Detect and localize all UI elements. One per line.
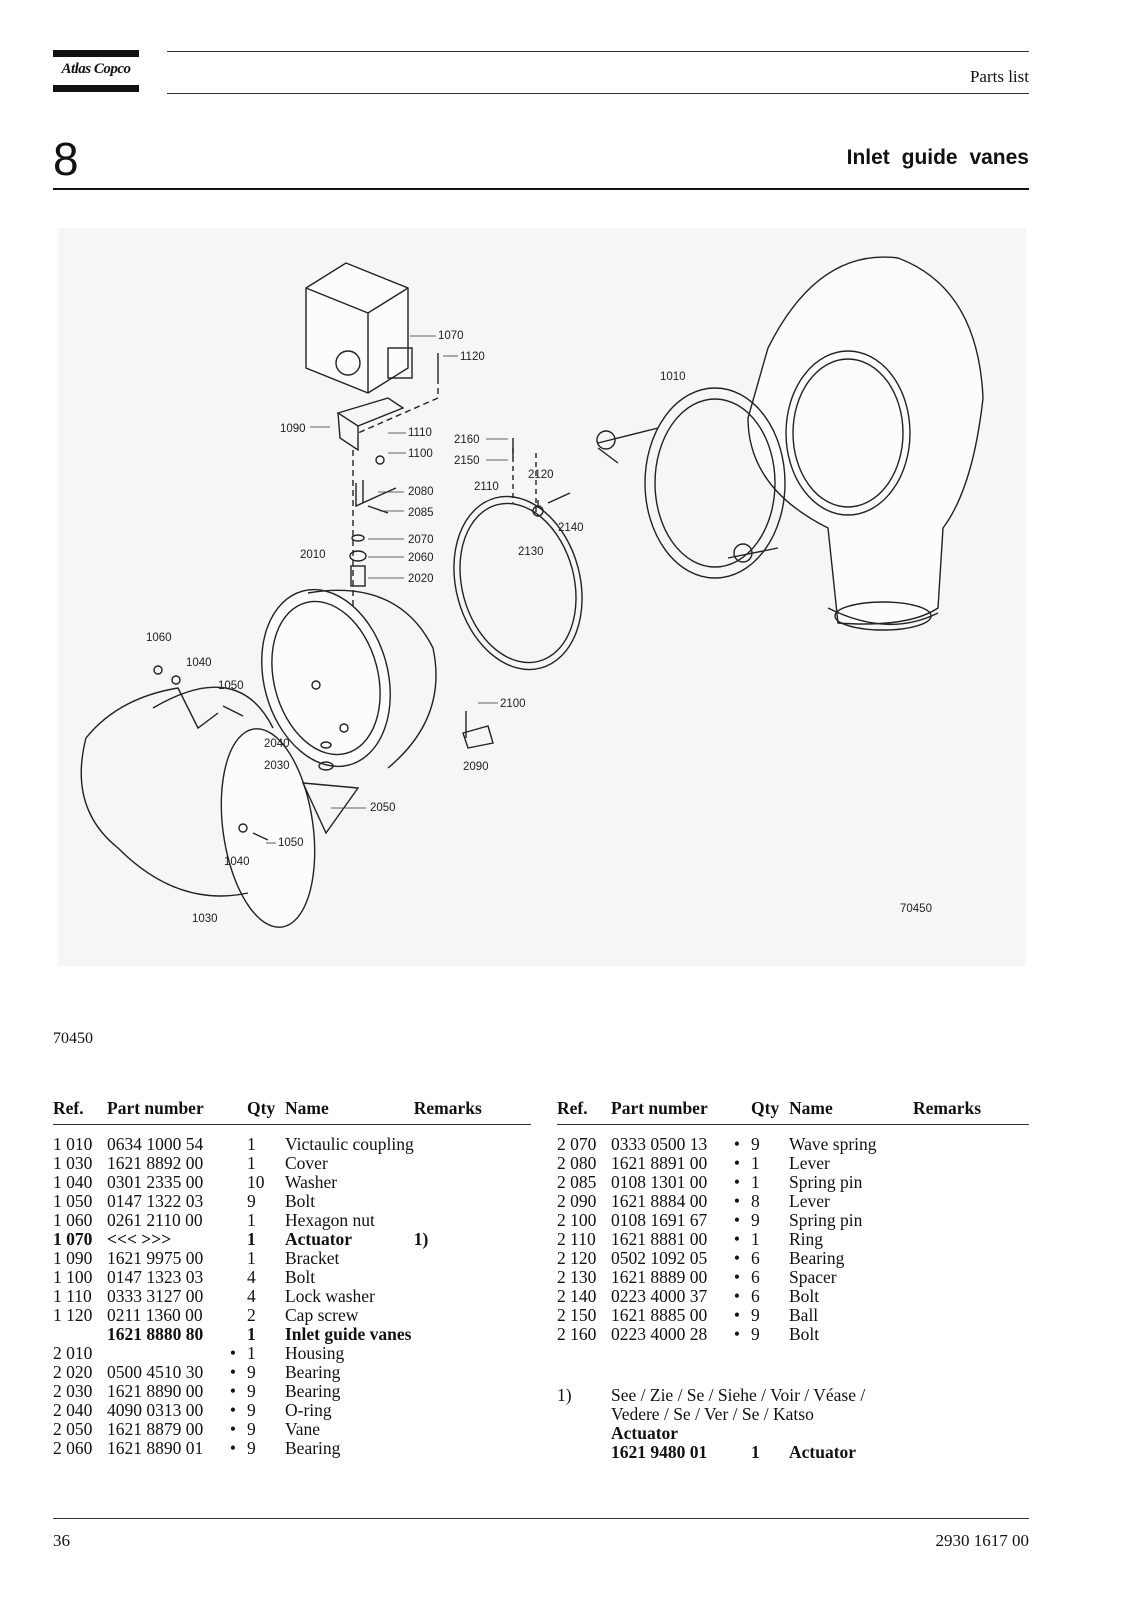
qty-cell: 9 xyxy=(247,1400,256,1420)
remarks-cell xyxy=(414,1420,531,1439)
table-row xyxy=(557,1192,1029,1211)
footnote-line-2: Vedere / Se / Ver / Se / Katso xyxy=(611,1404,814,1424)
part-number-cell: 0333 3127 00 xyxy=(107,1286,204,1306)
table-row xyxy=(53,1420,531,1439)
part-number-cell: 0223 4000 28 xyxy=(611,1324,708,1344)
callout-label: 2030 xyxy=(264,760,290,772)
name-cell: Washer xyxy=(285,1172,338,1192)
marker-cell: • xyxy=(733,1324,741,1344)
table-row xyxy=(53,1439,531,1458)
table-row xyxy=(557,1249,1029,1268)
part-number-cell: 0108 1691 67 xyxy=(611,1210,708,1230)
ref-cell: 2 060 xyxy=(53,1438,93,1458)
marker-cell: • xyxy=(229,1381,237,1401)
ref-cell: 1 010 xyxy=(53,1134,93,1154)
document-number: 2930 1617 00 xyxy=(935,1531,1029,1550)
figure-number: 70450 xyxy=(53,1030,93,1047)
part-number-cell: 0147 1323 03 xyxy=(107,1267,204,1287)
qty-cell: 9 xyxy=(247,1381,256,1401)
name-cell: Inlet guide vanes xyxy=(285,1324,412,1344)
part-number-cell: 0500 4510 30 xyxy=(107,1362,204,1382)
remarks-cell xyxy=(414,1192,531,1211)
qty-cell: 6 xyxy=(751,1286,760,1306)
ref-cell: 2 085 xyxy=(557,1172,597,1192)
qty-cell: 1 xyxy=(247,1153,256,1173)
ref-cell: 2 130 xyxy=(557,1267,597,1287)
marker-cell: • xyxy=(229,1343,237,1363)
section-rule xyxy=(53,188,1029,190)
callout-label: 1070 xyxy=(438,330,464,342)
qty-cell: 1 xyxy=(247,1343,256,1363)
table-row xyxy=(53,1306,531,1325)
qty-cell: 1 xyxy=(751,1172,760,1192)
ref-cell: 2 010 xyxy=(53,1343,93,1363)
qty-cell: 9 xyxy=(751,1210,760,1230)
ref-cell: 2 140 xyxy=(557,1286,597,1306)
ref-cell: 2 120 xyxy=(557,1248,597,1268)
callout-label: 1100 xyxy=(408,448,433,460)
qty-cell: 1 xyxy=(751,1229,760,1249)
ref-cell: 1 050 xyxy=(53,1191,93,1211)
remarks-cell xyxy=(913,1287,1029,1306)
part-number-cell: 0223 4000 37 xyxy=(611,1286,708,1306)
remarks-cell xyxy=(414,1363,531,1382)
name-cell: Lever xyxy=(789,1153,830,1173)
qty-cell: 1 xyxy=(247,1229,256,1249)
marker-cell: • xyxy=(229,1438,237,1458)
table-row xyxy=(53,1230,531,1249)
part-number-cell: 1621 8890 01 xyxy=(107,1438,204,1458)
callout-label: 1010 xyxy=(660,371,686,383)
table-row xyxy=(557,1268,1029,1287)
name-cell: Ring xyxy=(789,1229,824,1249)
parts-table-right xyxy=(557,1098,1029,1344)
section-title: Inlet guide vanes xyxy=(846,146,1029,169)
callout-label: 2085 xyxy=(408,507,434,519)
table-row xyxy=(557,1154,1029,1173)
callout-label: 2010 xyxy=(300,549,326,561)
marker-cell xyxy=(219,1173,247,1192)
remarks-cell xyxy=(414,1211,531,1230)
name-cell: Wave spring xyxy=(789,1134,877,1154)
part-number-cell: 1621 8892 00 xyxy=(107,1153,204,1173)
callout-label: 2100 xyxy=(500,698,526,710)
table-left-header-rule xyxy=(53,1124,531,1125)
callout-label: 1090 xyxy=(280,423,306,435)
logo-text: Atlas Copco xyxy=(61,61,131,77)
marker-cell xyxy=(219,1211,247,1230)
qty-cell: 9 xyxy=(751,1305,760,1325)
name-cell: Spring pin xyxy=(789,1172,863,1192)
qty-cell: 6 xyxy=(751,1248,760,1268)
qty-cell: 1 xyxy=(751,1153,760,1173)
part-number-cell: 0502 1092 05 xyxy=(611,1248,708,1268)
table-row xyxy=(53,1135,531,1154)
callout-label: 1050 xyxy=(278,837,304,849)
callout-label: 70450 xyxy=(900,903,932,915)
part-number-cell: 0211 1360 00 xyxy=(107,1305,203,1325)
atlas-copco-logo xyxy=(53,50,139,92)
marker-cell xyxy=(219,1287,247,1306)
col-header-ref: Ref. xyxy=(557,1098,588,1118)
footnote-ref: 1) xyxy=(557,1385,572,1405)
name-cell: Bracket xyxy=(285,1248,340,1268)
remarks-cell xyxy=(913,1306,1029,1325)
callout-label: 1120 xyxy=(460,351,485,363)
ref-cell: 2 030 xyxy=(53,1381,93,1401)
part-number-cell: 1621 8880 80 xyxy=(107,1324,204,1344)
name-cell: Lever xyxy=(789,1191,830,1211)
exploded-view-figure xyxy=(58,228,1026,966)
page-number: 36 xyxy=(53,1531,70,1550)
footnote-line-1: See / Zie / Se / Siehe / Voir / Véase / xyxy=(611,1385,866,1405)
part-number-cell xyxy=(107,1344,219,1363)
ref-cell: 1 030 xyxy=(53,1153,93,1173)
table-row xyxy=(53,1325,531,1344)
table-row xyxy=(53,1344,531,1363)
callout-label: 2070 xyxy=(408,534,434,546)
name-cell: Bolt xyxy=(285,1267,316,1287)
part-number-cell: 1621 8885 00 xyxy=(611,1305,708,1325)
remarks-cell xyxy=(414,1382,531,1401)
name-cell: O-ring xyxy=(285,1400,332,1420)
ref-cell: 2 050 xyxy=(53,1419,93,1439)
callout-label: 1050 xyxy=(218,680,244,692)
remarks-cell xyxy=(913,1268,1029,1287)
part-number-cell: 1621 8890 00 xyxy=(107,1381,204,1401)
remarks-cell xyxy=(414,1401,531,1420)
name-cell: Vane xyxy=(285,1419,320,1439)
part-number-cell: 4090 0313 00 xyxy=(107,1400,204,1420)
part-number-cell: <<< >>> xyxy=(107,1229,172,1249)
table-row xyxy=(557,1287,1029,1306)
ref-cell: 2 150 xyxy=(557,1305,597,1325)
table-row xyxy=(557,1135,1029,1154)
qty-cell: 1 xyxy=(247,1248,256,1268)
remarks-cell xyxy=(913,1135,1029,1154)
remarks-cell xyxy=(414,1249,531,1268)
qty-cell: 9 xyxy=(247,1419,256,1439)
marker-cell xyxy=(219,1230,247,1249)
table-row xyxy=(557,1173,1029,1192)
marker-cell xyxy=(219,1192,247,1211)
remarks-cell xyxy=(414,1439,531,1458)
marker-cell: • xyxy=(733,1210,741,1230)
table-row xyxy=(53,1363,531,1382)
part-number-cell: 0261 2110 00 xyxy=(107,1210,203,1230)
marker-cell: • xyxy=(733,1191,741,1211)
part-number-cell: 1621 8884 00 xyxy=(611,1191,708,1211)
footnote-name: Actuator xyxy=(611,1423,679,1443)
marker-cell xyxy=(219,1154,247,1173)
table-row xyxy=(53,1287,531,1306)
remarks-cell xyxy=(414,1135,531,1154)
part-number-cell: 1621 8879 00 xyxy=(107,1419,204,1439)
callout-label: 2150 xyxy=(454,455,480,467)
marker-cell xyxy=(219,1268,247,1287)
callout-label: 2140 xyxy=(558,522,584,534)
qty-cell: 1 xyxy=(247,1210,256,1230)
remarks-cell xyxy=(913,1325,1029,1344)
marker-cell: • xyxy=(229,1400,237,1420)
table-row xyxy=(53,1382,531,1401)
remarks-cell xyxy=(414,1287,531,1306)
parts-table-left-body xyxy=(53,1123,531,1458)
name-cell: Spring pin xyxy=(789,1210,863,1230)
table-row xyxy=(53,1268,531,1287)
table-row xyxy=(557,1306,1029,1325)
name-cell: Bearing xyxy=(285,1438,341,1458)
ref-cell: 2 080 xyxy=(557,1153,597,1173)
ref-cell: 2 020 xyxy=(53,1362,93,1382)
footnote-part-name: Actuator xyxy=(789,1442,857,1462)
qty-cell: 1 xyxy=(247,1324,256,1344)
logo-bar-bottom xyxy=(53,85,139,92)
name-cell: Bearing xyxy=(285,1381,341,1401)
qty-cell: 10 xyxy=(247,1172,265,1192)
callout-label: 2050 xyxy=(370,802,396,814)
remarks-cell xyxy=(414,1268,531,1287)
ref-cell: 1 110 xyxy=(53,1286,92,1306)
qty-cell: 4 xyxy=(247,1267,256,1287)
remarks-cell xyxy=(913,1230,1029,1249)
marker-cell: • xyxy=(733,1248,741,1268)
footnote-qty: 1 xyxy=(751,1442,760,1462)
doc-type: Parts list xyxy=(969,67,1029,86)
remarks-cell xyxy=(913,1249,1029,1268)
ref-cell: 1 070 xyxy=(53,1229,93,1249)
callout-label: 1040 xyxy=(186,657,212,669)
remarks-cell xyxy=(913,1211,1029,1230)
ref-cell: 1 100 xyxy=(53,1267,93,1287)
remarks-cell xyxy=(913,1173,1029,1192)
name-cell: Bolt xyxy=(285,1191,316,1211)
marker-cell xyxy=(219,1306,247,1325)
marker-cell: • xyxy=(733,1229,741,1249)
qty-cell: 1 xyxy=(247,1134,256,1154)
ref-cell: 2 160 xyxy=(557,1324,597,1344)
marker-cell: • xyxy=(733,1267,741,1287)
qty-cell: 9 xyxy=(247,1362,256,1382)
col-header-name: Name xyxy=(789,1098,833,1118)
col-header-qty: Qty xyxy=(751,1098,780,1118)
table-row xyxy=(557,1325,1029,1344)
ref-cell: 2 070 xyxy=(557,1134,597,1154)
logo-bar-top xyxy=(53,50,139,57)
ref-cell: 1 060 xyxy=(53,1210,93,1230)
qty-cell: 9 xyxy=(247,1438,256,1458)
ref-cell: 1 120 xyxy=(53,1305,93,1325)
col-header-remarks: Remarks xyxy=(413,1098,482,1118)
marker-cell: • xyxy=(733,1286,741,1306)
callout-label: 2160 xyxy=(454,434,480,446)
name-cell: Lock washer xyxy=(285,1286,375,1306)
part-number-cell: 1621 9975 00 xyxy=(107,1248,204,1268)
parts-table-left xyxy=(53,1098,531,1458)
remarks-cell xyxy=(414,1173,531,1192)
name-cell: Ball xyxy=(789,1305,819,1325)
table-row xyxy=(53,1211,531,1230)
part-number-cell: 0333 0500 13 xyxy=(611,1134,708,1154)
name-cell: Hexagon nut xyxy=(285,1210,375,1230)
footnote-part-number: 1621 9480 01 xyxy=(611,1442,708,1462)
part-number-cell: 0634 1000 54 xyxy=(107,1134,204,1154)
parts-table-right-body xyxy=(557,1123,1029,1344)
qty-cell: 9 xyxy=(247,1191,256,1211)
ref-cell: 2 040 xyxy=(53,1400,93,1420)
qty-cell: 9 xyxy=(751,1134,760,1154)
qty-cell: 4 xyxy=(247,1286,256,1306)
qty-cell: 6 xyxy=(751,1267,760,1287)
col-header-part: Part number xyxy=(611,1098,708,1118)
callout-label: 2130 xyxy=(518,546,544,558)
remarks-cell xyxy=(414,1306,531,1325)
ref-cell: 2 100 xyxy=(557,1210,597,1230)
name-cell: Victaulic coupling xyxy=(285,1134,414,1154)
name-cell: Spacer xyxy=(789,1267,837,1287)
table-row xyxy=(53,1154,531,1173)
name-cell: Cap screw xyxy=(285,1305,359,1325)
table-row xyxy=(53,1401,531,1420)
callout-label: 2090 xyxy=(463,761,489,773)
name-cell: Bearing xyxy=(285,1362,341,1382)
table-row xyxy=(53,1192,531,1211)
remarks-cell xyxy=(913,1192,1029,1211)
name-cell: Bolt xyxy=(789,1286,820,1306)
ref-cell xyxy=(53,1325,107,1344)
ref-cell: 1 090 xyxy=(53,1248,93,1268)
callout-label: 2040 xyxy=(264,738,290,750)
marker-cell: • xyxy=(733,1134,741,1154)
table-right-header-rule xyxy=(557,1124,1029,1125)
callout-label: 2110 xyxy=(474,481,499,493)
callout-label: 1030 xyxy=(192,913,218,925)
name-cell: Housing xyxy=(285,1343,345,1363)
header-rule-bottom xyxy=(167,93,1029,94)
exploded-view-drawing xyxy=(58,228,1026,966)
callout-label: 1060 xyxy=(146,632,172,644)
part-number-cell: 1621 8881 00 xyxy=(611,1229,708,1249)
marker-cell xyxy=(219,1325,247,1344)
marker-cell: • xyxy=(733,1305,741,1325)
marker-cell: • xyxy=(229,1362,237,1382)
col-header-part: Part number xyxy=(107,1098,204,1118)
part-number-cell: 0301 2335 00 xyxy=(107,1172,204,1192)
callout-label: 2080 xyxy=(408,486,434,498)
remarks-cell xyxy=(414,1325,531,1344)
table-header-row xyxy=(53,1098,531,1123)
remarks-cell xyxy=(414,1344,531,1363)
qty-cell: 9 xyxy=(751,1324,760,1344)
name-cell: Actuator xyxy=(285,1229,353,1249)
table-row xyxy=(53,1249,531,1268)
qty-cell: 2 xyxy=(247,1305,256,1325)
ref-cell: 1 040 xyxy=(53,1172,93,1192)
callout-label: 2120 xyxy=(528,469,554,481)
table-row xyxy=(53,1173,531,1192)
part-number-cell: 0108 1301 00 xyxy=(611,1172,708,1192)
footer-rule xyxy=(53,1518,1029,1519)
callout-label: 2020 xyxy=(408,573,434,585)
col-header-ref: Ref. xyxy=(53,1098,84,1118)
name-cell: Cover xyxy=(285,1153,328,1173)
ref-cell: 2 090 xyxy=(557,1191,597,1211)
marker-cell xyxy=(219,1135,247,1154)
marker-cell: • xyxy=(733,1172,741,1192)
remarks-cell: 1) xyxy=(413,1229,429,1249)
col-header-name: Name xyxy=(285,1098,329,1118)
marker-cell: • xyxy=(229,1419,237,1439)
part-number-cell: 1621 8889 00 xyxy=(611,1267,708,1287)
remarks-cell xyxy=(414,1154,531,1173)
name-cell: Bearing xyxy=(789,1248,845,1268)
header-rule-top xyxy=(167,51,1029,52)
table-row xyxy=(557,1211,1029,1230)
chapter-number: 8 xyxy=(53,133,79,185)
marker-cell: • xyxy=(733,1153,741,1173)
col-header-remarks: Remarks xyxy=(913,1098,982,1118)
part-number-cell: 0147 1322 03 xyxy=(107,1191,204,1211)
table-row xyxy=(557,1230,1029,1249)
name-cell: Bolt xyxy=(789,1324,820,1344)
callout-label: 2060 xyxy=(408,552,434,564)
part-number-cell: 1621 8891 00 xyxy=(611,1153,708,1173)
marker-cell xyxy=(219,1249,247,1268)
table-header-row xyxy=(557,1098,1029,1123)
col-header-qty: Qty xyxy=(247,1098,276,1118)
ref-cell: 2 110 xyxy=(557,1229,596,1249)
callout-label: 1040 xyxy=(224,856,250,868)
remarks-cell xyxy=(913,1154,1029,1173)
qty-cell: 8 xyxy=(751,1191,760,1211)
callout-label: 1110 xyxy=(408,427,432,439)
